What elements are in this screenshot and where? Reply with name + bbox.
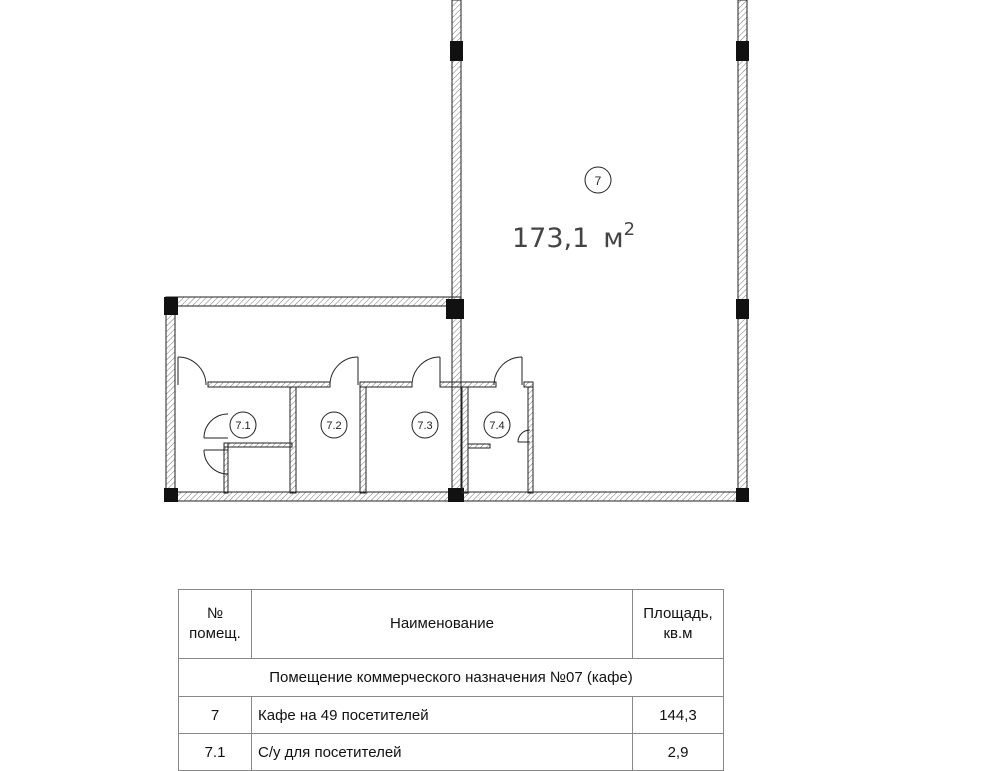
column (736, 299, 749, 319)
cell-room-area: 144,3 (633, 697, 724, 734)
table-row (179, 734, 724, 771)
room-label-7 (585, 167, 611, 193)
header-num-line1: № (206, 605, 224, 622)
header-area-line2: кв.м (663, 625, 693, 642)
column (446, 299, 464, 319)
cell-room-name: Кафе на 49 посетителей (252, 697, 633, 734)
room-area-label: 173,1 $м^2$ (512, 219, 636, 254)
section-title: Помещение коммерческого назначения №07 (кафе) (179, 659, 724, 697)
wall-annex-left (166, 297, 175, 501)
column (164, 488, 178, 502)
column (164, 297, 178, 315)
partition (440, 382, 496, 387)
door (494, 357, 522, 385)
partition (360, 382, 412, 387)
partition (528, 387, 533, 493)
partition (462, 387, 468, 493)
partition (290, 387, 296, 493)
room-number: 7.2 (326, 420, 342, 432)
cell-room-area: 2,9 (633, 734, 724, 771)
door (330, 357, 358, 385)
door (412, 357, 440, 385)
room-label-7-1 (230, 412, 256, 438)
header-area-line1: Площадь, (643, 605, 713, 622)
wall-main-right (738, 0, 747, 500)
interior-partitions (208, 382, 533, 493)
room-label-7-3 (412, 412, 438, 438)
doors (178, 357, 530, 474)
room-number: 7.4 (489, 420, 505, 432)
table-row (179, 697, 724, 734)
header-name: Наименование (252, 590, 633, 659)
room-number: 7.1 (235, 420, 251, 432)
partition (468, 444, 490, 448)
header-room-number (179, 590, 252, 659)
table-section-row (179, 659, 724, 697)
wall-main-left (452, 0, 461, 500)
room-label-7-4 (484, 412, 510, 438)
room-label-7-2 (321, 412, 347, 438)
partition (224, 443, 292, 447)
partition (360, 387, 366, 493)
room-schedule-table (178, 589, 724, 771)
cell-room-number: 7.1 (179, 734, 252, 771)
room-number: 7.3 (417, 420, 433, 432)
column (450, 41, 463, 61)
wall-annex-top (166, 297, 461, 306)
exterior-walls (166, 0, 747, 501)
column (736, 41, 749, 61)
column (736, 488, 749, 502)
door (204, 414, 228, 438)
table-header-row (179, 590, 724, 659)
room-number: 7 (594, 174, 602, 188)
partition (208, 382, 330, 387)
door (178, 357, 206, 385)
cell-room-number: 7 (179, 697, 252, 734)
cell-room-name: С/у для посетителей (252, 734, 633, 771)
partition (524, 382, 533, 387)
header-num-line2: помещ. (189, 625, 241, 642)
header-area (633, 590, 724, 659)
